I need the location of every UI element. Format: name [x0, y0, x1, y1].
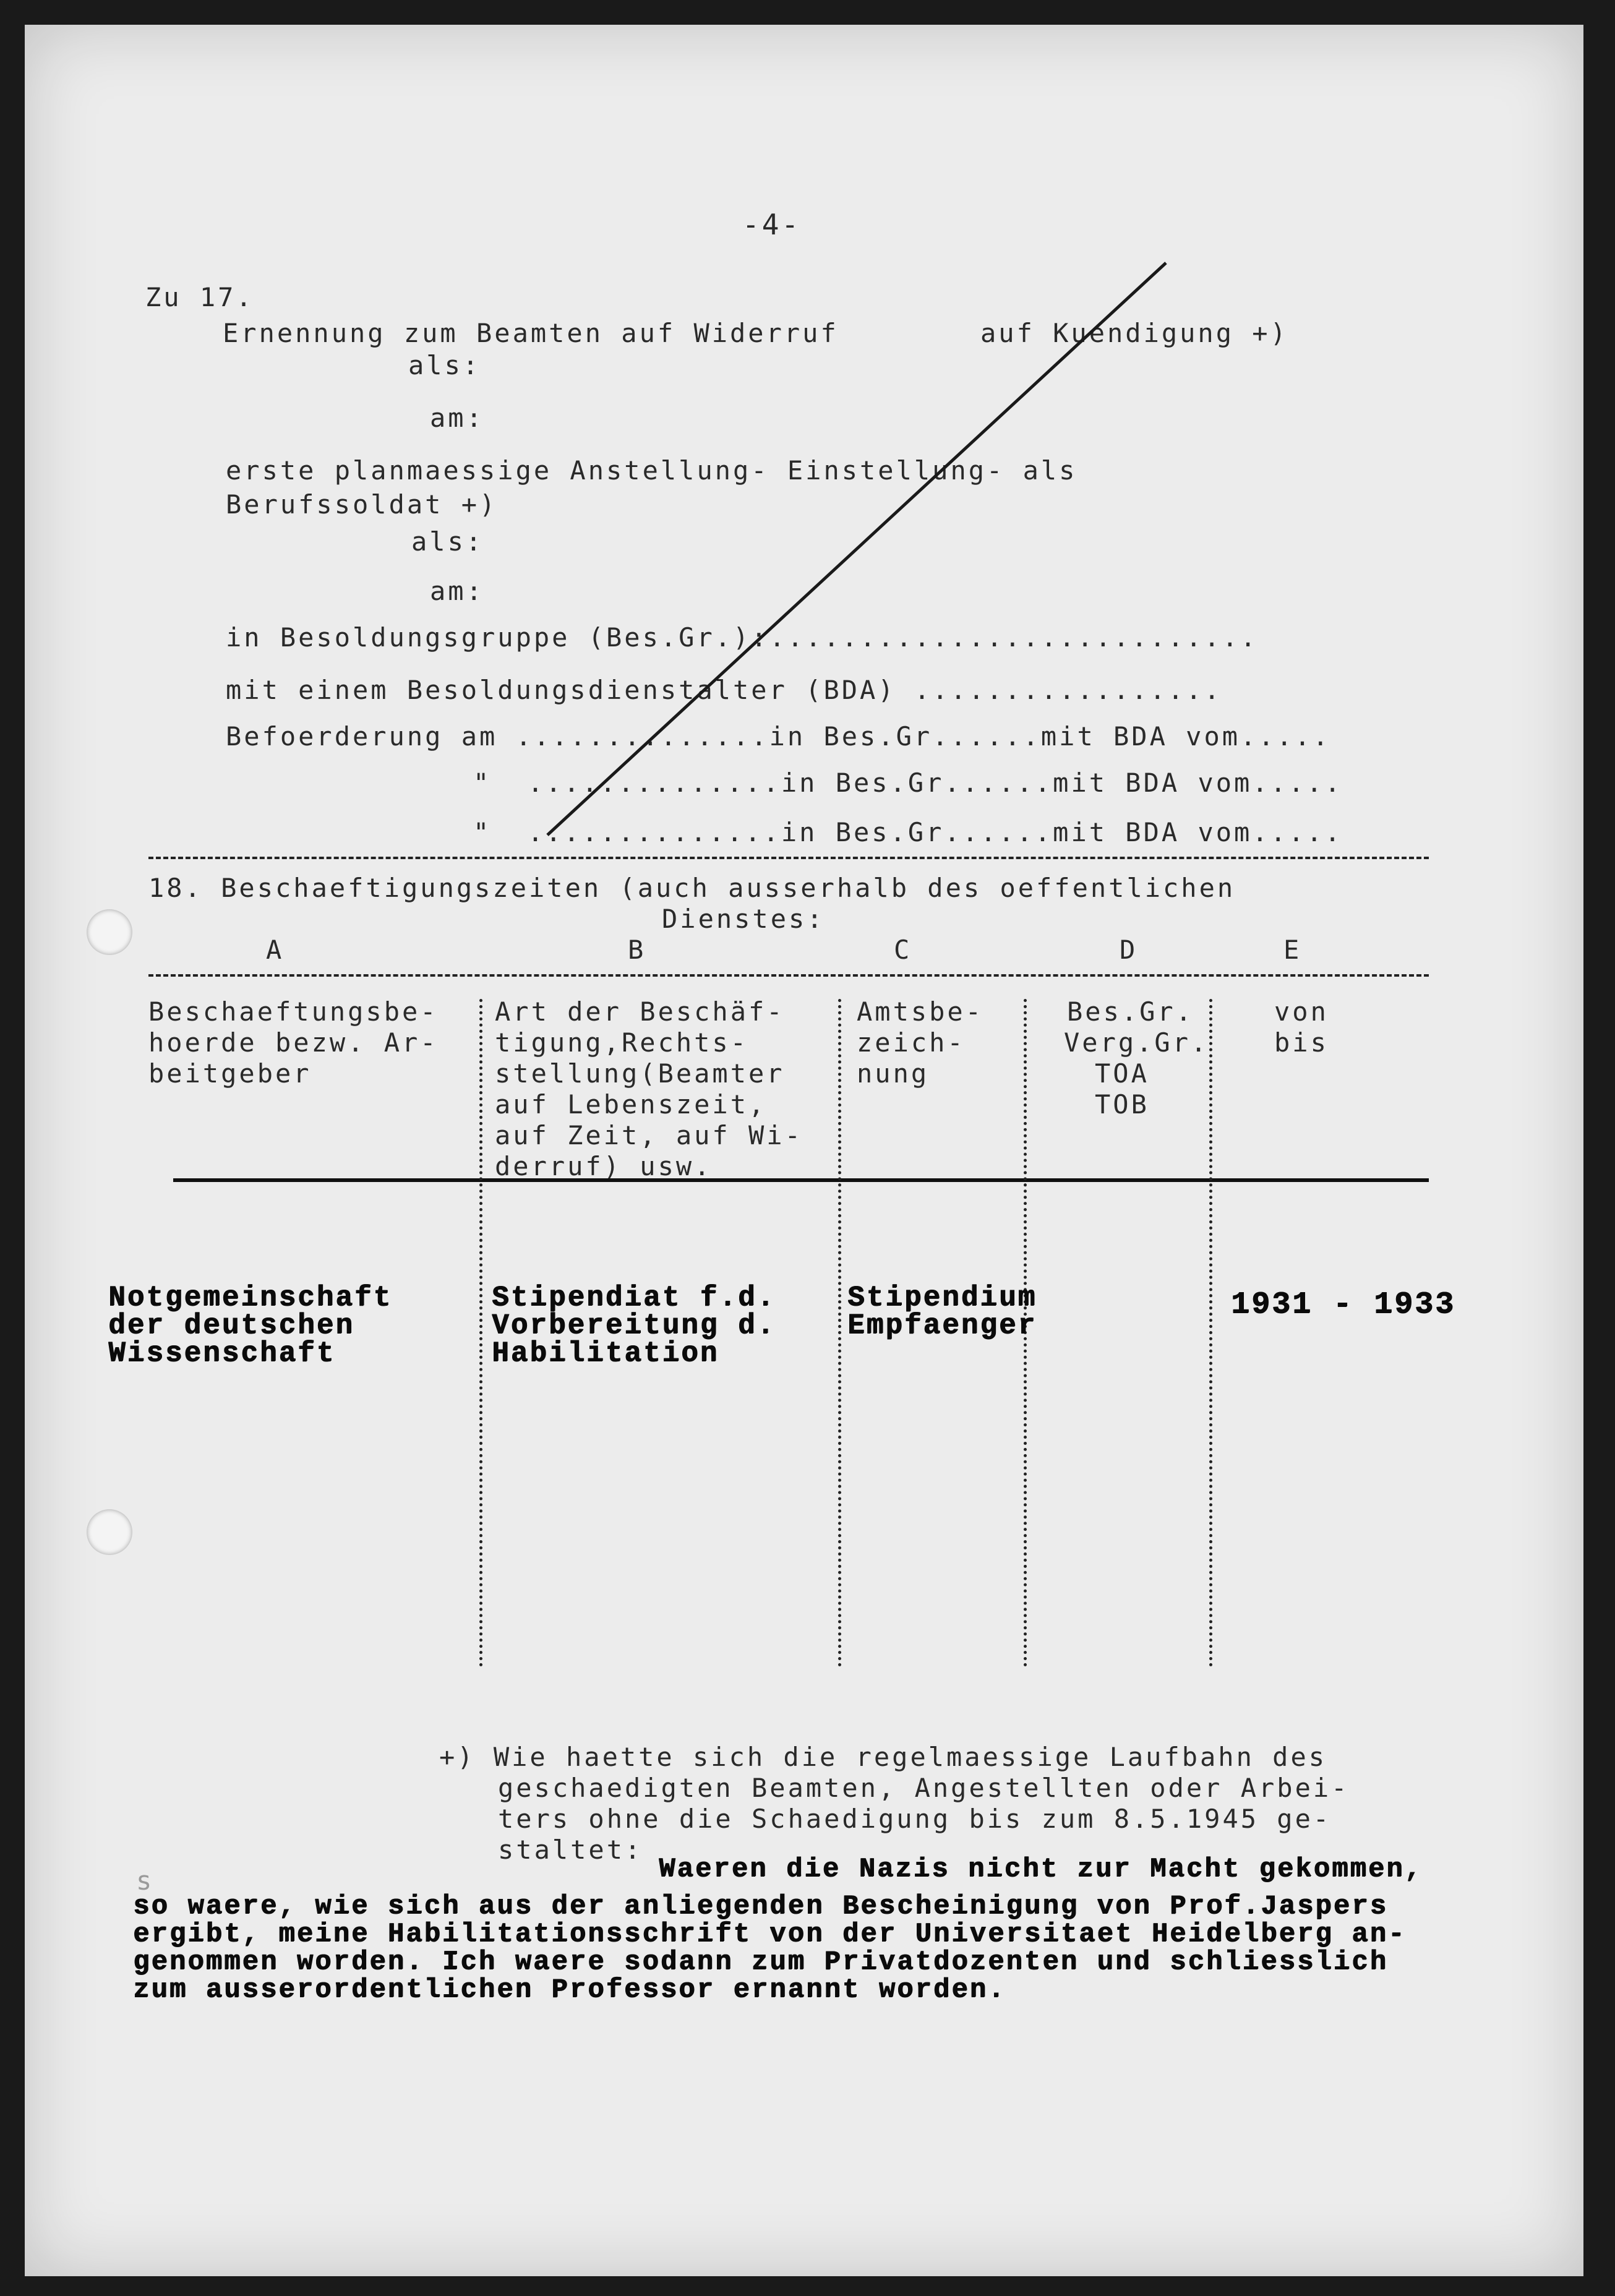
header-a-line: beitgeber	[148, 1058, 312, 1089]
section-18-title: 18. Beschaeftigungszeiten (auch ausserhalb des oeffentlichen	[148, 873, 1236, 903]
column-letter-e: E	[1283, 935, 1302, 965]
header-c-line: zeich-	[857, 1027, 966, 1058]
promotion-line-3: " ..............in Bes.Gr......mit BDA vom.....	[473, 817, 1343, 847]
header-b-line: derruf) usw.	[495, 1151, 713, 1181]
header-c-line: nung	[857, 1058, 930, 1089]
header-b-line: auf Zeit, auf Wi-	[495, 1120, 803, 1150]
column-separator	[479, 999, 482, 1667]
header-b-line: auf Lebenszeit,	[495, 1089, 767, 1120]
row-employer-line: Notgemeinschaft	[108, 1282, 393, 1314]
promotion-line-2: " ..............in Bes.Gr......mit BDA vom.....	[473, 768, 1343, 798]
pay-seniority-line: mit einem Besoldungsdienstalter (BDA) .................	[226, 675, 1222, 705]
als-label-2: als:	[411, 526, 484, 557]
am-label-2: am:	[430, 576, 484, 606]
column-letter-d: D	[1120, 935, 1138, 965]
table-top-rule	[148, 974, 1429, 977]
header-c-line: Amtsbe-	[857, 996, 984, 1027]
document-page	[25, 25, 1583, 2276]
header-bottom-rule	[173, 1178, 1429, 1182]
header-b-line: tigung,Rechts-	[495, 1027, 749, 1058]
margin-mark: s	[136, 1866, 155, 1896]
row-type-line: Habilitation	[492, 1337, 719, 1369]
answer-line-first: Waeren die Nazis nicht zur Macht gekommen,	[659, 1854, 1423, 1885]
als-label-1: als:	[408, 350, 481, 380]
section-divider	[148, 857, 1429, 859]
footnote-question-line: +) Wie haette sich die regelmaessige Laufbahn des	[439, 1742, 1327, 1772]
header-e-line: bis	[1274, 1027, 1329, 1058]
am-label-1: am:	[430, 403, 484, 433]
row-type-line: Stipendiat f.d.	[492, 1282, 776, 1314]
promotion-line-1: Befoerderung am ..............in Bes.Gr......mit BDA vom.....	[226, 721, 1331, 752]
column-letter-a: A	[266, 935, 285, 965]
soldier-line: Berufssoldat +)	[226, 489, 498, 520]
row-type-line: Vorbereitung d.	[492, 1309, 776, 1342]
row-designation-line: Empfaenger	[847, 1309, 1037, 1342]
appointment-alt: auf Kuendigung +)	[980, 318, 1288, 348]
header-a-line: Beschaeftungsbe-	[148, 996, 439, 1027]
footnote-question-line: geschaedigten Beamten, Angestellten oder Arbei-	[498, 1773, 1350, 1803]
section-18-title-cont: Dienstes:	[662, 904, 825, 934]
column-letter-b: B	[628, 935, 646, 965]
footnote-question-line: staltet:	[498, 1835, 643, 1865]
answer-line: zum ausserordentlichen Professor ernannt worden.	[133, 1974, 1006, 2005]
answer-line: so waere, wie sich aus der anliegenden Bescheinigung von Prof.Jaspers	[133, 1891, 1388, 1922]
page-number: -4-	[742, 208, 802, 241]
appointment-line: Ernennung zum Beamten auf Widerruf	[223, 318, 839, 348]
column-letter-c: C	[894, 935, 912, 965]
column-separator	[838, 999, 841, 1667]
answer-line: ergibt, meine Habilitationsschrift von der Universitaet Heidelberg an-	[133, 1919, 1407, 1950]
section-17-heading: Zu 17.	[145, 282, 254, 312]
header-e-line: von	[1274, 996, 1329, 1027]
first-employment-line: erste planmaessige Anstellung- Einstellung- als	[226, 455, 1077, 486]
row-employer-line: Wissenschaft	[108, 1337, 336, 1369]
header-d-line: TOB	[1095, 1089, 1149, 1120]
pay-group-line: in Besoldungsgruppe (Bes.Gr.):...........................	[226, 622, 1259, 653]
row-designation-line: Stipendium	[847, 1282, 1037, 1314]
answer-line: genommen worden. Ich waere sodann zum Privatdozenten und schliesslich	[133, 1947, 1388, 1977]
header-a-line: hoerde bezw. Ar-	[148, 1027, 439, 1058]
footnote-question-line: ters ohne die Schaedigung bis zum 8.5.1945 ge-	[498, 1804, 1332, 1834]
header-b-line: Art der Beschäf-	[495, 996, 785, 1027]
row-employer-line: der deutschen	[108, 1309, 354, 1342]
header-d-line: Bes.Gr.	[1067, 996, 1194, 1027]
header-d-line: TOA	[1095, 1058, 1149, 1089]
column-separator	[1209, 999, 1212, 1667]
row-period: 1931 - 1933	[1231, 1287, 1456, 1322]
header-d-line: Verg.Gr.	[1064, 1027, 1209, 1058]
header-b-line: stellung(Beamter	[495, 1058, 785, 1089]
